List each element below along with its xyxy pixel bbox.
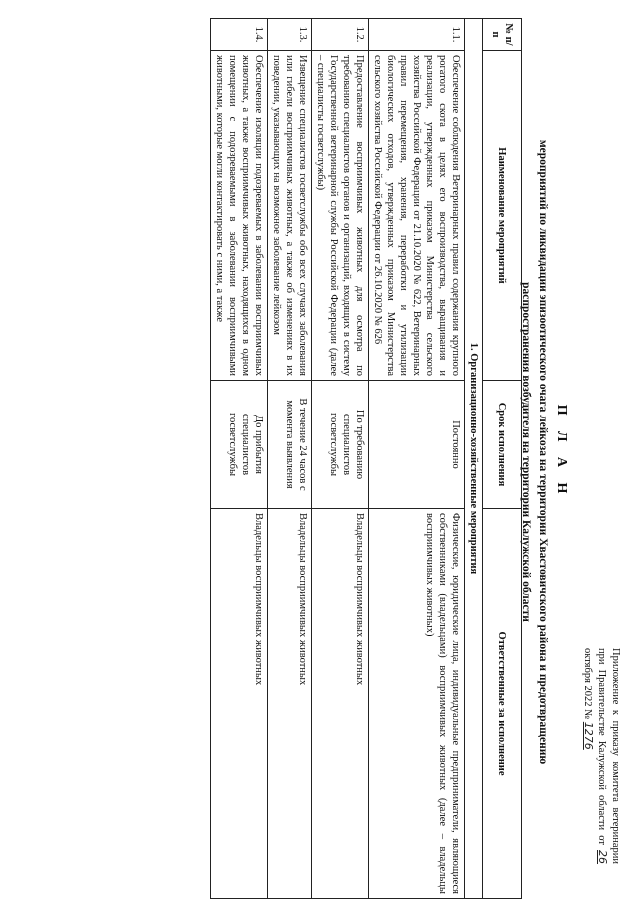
row-resp: Физические, юридические лица, индивидуальные предприниматели, являющиеся собственниками (владельцами) восприимчивых животных (далее – владельцы восприимчивых животных) bbox=[369, 509, 465, 899]
section-row bbox=[465, 19, 483, 899]
row-term: В течение 24 часов с момента выявления bbox=[268, 381, 312, 509]
table-row bbox=[211, 19, 268, 899]
section-heading: 1. Организационно-хозяйственные мероприятия bbox=[465, 19, 483, 899]
row-term: Постоянно bbox=[369, 381, 465, 509]
header-name: Наименование мероприятий bbox=[483, 51, 522, 381]
row-term: До прибытия специалистов госветслужбы bbox=[211, 381, 268, 509]
header-term: Срок исполнения bbox=[483, 381, 522, 509]
row-term: По требованию специалистов госветслужбы bbox=[312, 381, 369, 509]
table-row bbox=[312, 19, 369, 899]
row-resp: Владельцы восприимчивых животных bbox=[211, 509, 268, 899]
plan-table bbox=[210, 18, 522, 899]
row-name: Предоставление восприимчивых животных для осмотра по требованию специалистов органов и организаций, входящих в систему Государственной ветеринарной службы Российской Федерации (далее – специалисты госветслужбы) bbox=[312, 51, 369, 381]
table-row bbox=[369, 19, 465, 899]
appendix-date-rest: октября 2022 № bbox=[582, 648, 593, 720]
row-name: Извещение специалистов госветслужбы обо всех случаях заболевания или гибели восприимчивых животных, а также об изменениях в их поведении, указывающих на возможное заболевание лейкозом bbox=[268, 51, 312, 381]
appendix-note bbox=[581, 648, 622, 864]
row-num: 1.2. bbox=[312, 19, 369, 51]
subtitle-line-1: мероприятий по ликвидации эпизоотического очага лейкоза на территории Хвастовичского района и предотвращению bbox=[537, 139, 549, 765]
header-num: № п/п bbox=[483, 19, 522, 51]
row-num: 1.4. bbox=[211, 19, 268, 51]
row-name: Обеспечение изоляции подозреваемых в заболевании восприимчивых животных, а также восприимчивых животных, находящихся в одном помещении с подозреваемыми в заболевании восприимчивыми животными, которые могли контактировать с ними, а также bbox=[211, 51, 268, 381]
row-name: Обеспечение соблюдения Ветеринарных правил содержания крупного рогатого скота в целях его воспроизводства, выращивания и реализации, утвержденных приказом Министерства сельского хозяйства Российской Федерации от 21.10.2020 № 622, Ветеринарных правил перемещения, хранения, переработки и утилизации биологических отходов, утвержденных приказом Министерства сельского хозяйства Российской Федерации от 26.10.2020 № 626 bbox=[369, 51, 465, 381]
row-num: 1.1. bbox=[369, 19, 465, 51]
page-title: П Л А Н bbox=[554, 404, 569, 500]
row-resp: Владельцы восприимчивых животных bbox=[312, 509, 369, 899]
appendix-line-2: Калужской области от bbox=[596, 740, 607, 845]
row-num: 1.3. bbox=[268, 19, 312, 51]
appendix-line-1: Приложение к приказу комитета ветеринарии при Правительстве bbox=[596, 648, 621, 864]
table-row bbox=[268, 19, 312, 899]
handwritten-date-day: 26 bbox=[596, 850, 609, 865]
subtitle-line-2: распространения возбудителя на территории Калужской области bbox=[520, 282, 532, 622]
header-resp: Ответственные за исполнение bbox=[483, 509, 522, 899]
handwritten-order-number: 1276 bbox=[582, 721, 595, 750]
row-resp: Владельцы восприимчивых животных bbox=[268, 509, 312, 899]
table-header-row bbox=[483, 19, 522, 899]
title-block bbox=[518, 90, 570, 814]
